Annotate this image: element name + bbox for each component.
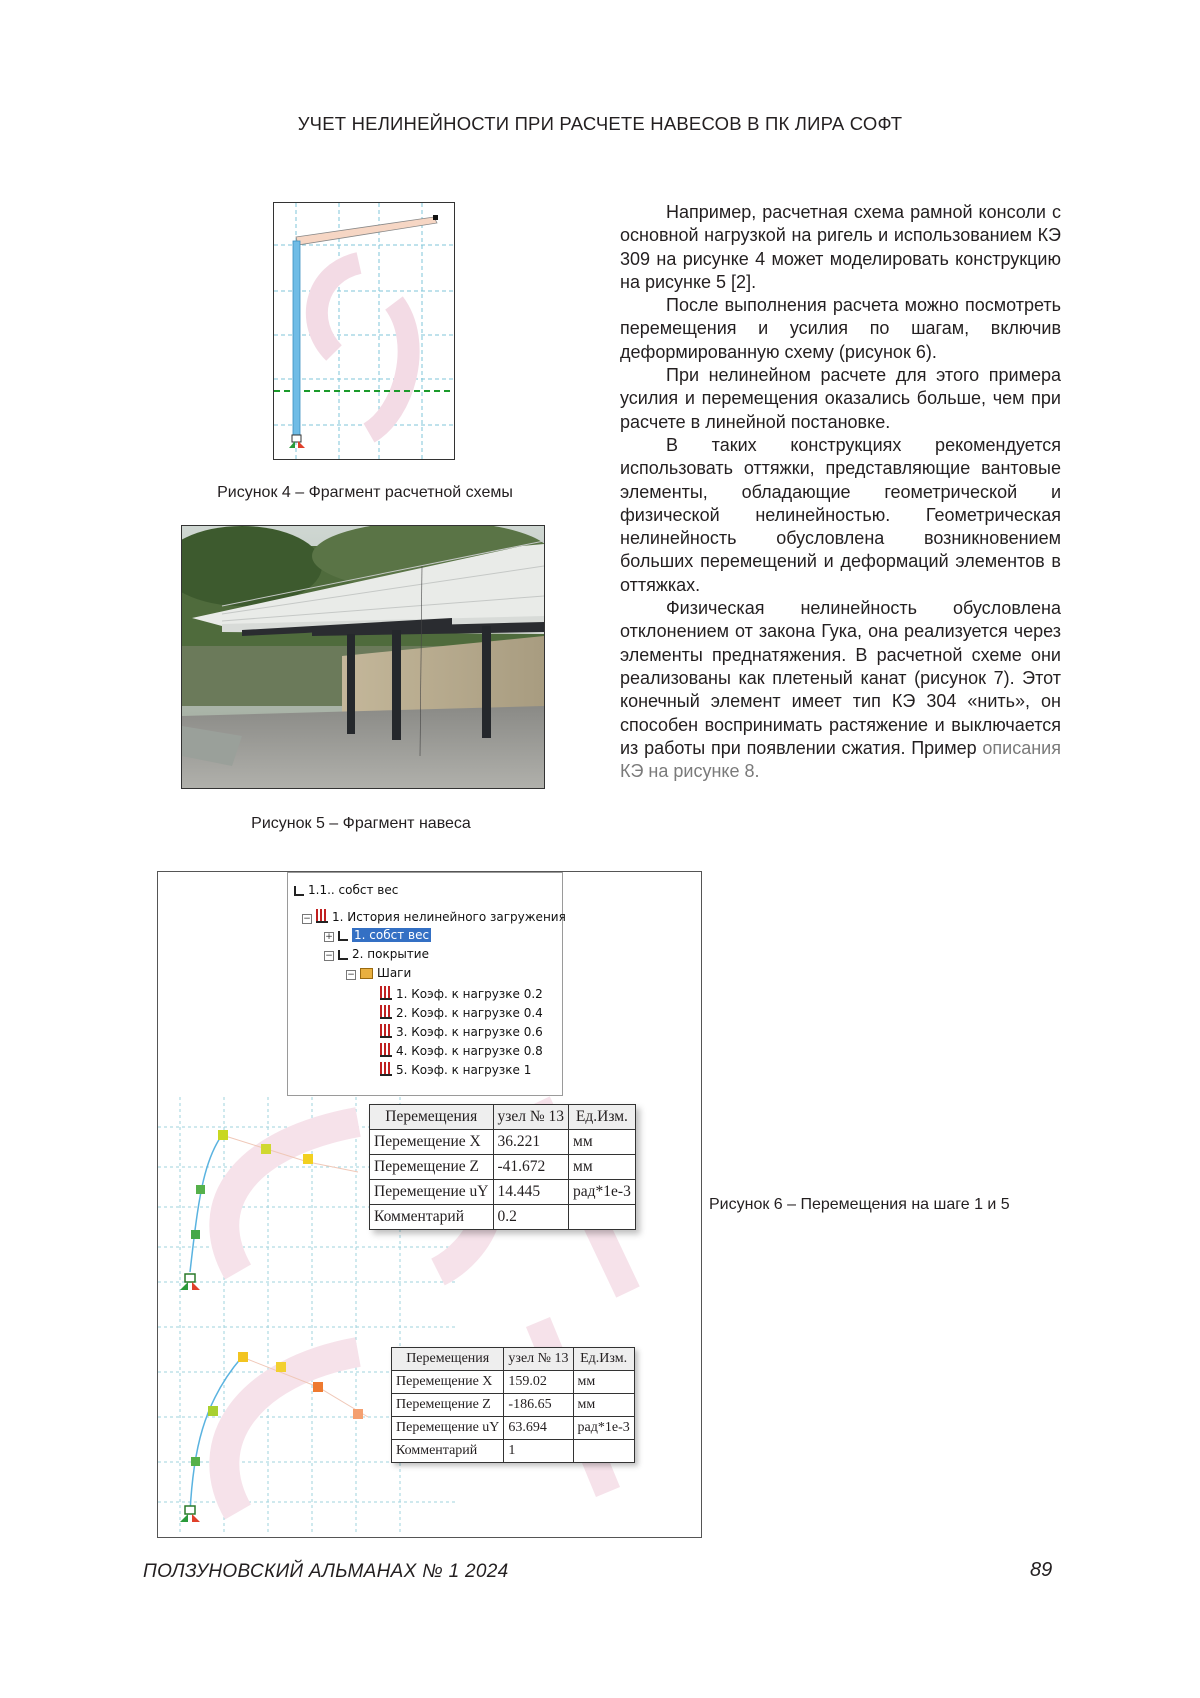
displacement-table-step-1 [369,1104,636,1230]
collapse-icon[interactable]: − [303,914,311,924]
tree-item-step[interactable] [380,1024,543,1039]
step-icon [380,1005,392,1019]
table-cell: 14.445 [493,1180,569,1205]
expand-icon[interactable]: + [325,932,333,942]
tree-item-load-2-label: 2. покрытие [352,947,429,961]
displacement-table-step-5 [391,1347,635,1463]
column-header: Перемещения [370,1105,494,1130]
canopy-photo [182,526,544,788]
tree-item-steps-label: Шаги [377,966,412,980]
figure-6-caption: Рисунок 6 – Перемещения на шаге 1 и 5 [709,1196,1010,1213]
paragraph-5-text: Физическая нелинейность обусловлена отклонением от закона Гука, она реализуется через элементы преднатяжения. В расчетной схеме они реализованы как плетеный канат (рисунок 7). Этот конечный элемент имеет тип КЭ 304 «нить», он способен воспринимать растяжение и выключается из работы при появлении сжатия. Пример [620,598,1061,758]
column-header: Перемещения [392,1348,504,1371]
tree-item-step-label: 3. Коэф. к нагрузке 0.6 [396,1025,543,1039]
figure-5-photo [181,525,545,789]
table-row [370,1155,636,1180]
table-cell [573,1440,634,1463]
table-cell: Комментарий [370,1205,494,1230]
load-history-tree [287,872,566,1096]
paragraph-2: После выполнения расчета можно посмотреть перемещения и усилия по шагам, включив деформированную схему (рисунок 6). [620,295,1061,362]
table-row [370,1205,636,1230]
load-icon [338,931,348,941]
figure-4-scheme [273,202,455,460]
table-cell: Перемещение Z [392,1394,504,1417]
tree-header [294,883,398,897]
table-cell: Перемещение Z [370,1155,494,1180]
table-cell: -186.65 [504,1394,573,1417]
table-cell: -41.672 [493,1155,569,1180]
tree-item-load-2[interactable] [324,947,429,961]
tree-item-history[interactable] [302,909,566,924]
page-number: 89 [1030,1559,1053,1581]
step-icon [380,1062,392,1076]
step-icon [380,986,392,1000]
tree-item-load-1[interactable] [324,928,431,942]
column-header: узел № 13 [493,1105,569,1130]
tree-item-step-label: 2. Коэф. к нагрузке 0.4 [396,1006,543,1020]
table-cell: Комментарий [392,1440,504,1463]
column-header: Ед.Изм. [573,1348,634,1371]
table-row [370,1180,636,1205]
figure-5-caption: Рисунок 5 – Фрагмент навеса [251,815,471,832]
tree-item-history-label: 1. История нелинейного загружения [332,910,566,924]
table-cell: рад*1e-3 [569,1180,636,1205]
table-cell: Перемещение uY [370,1180,494,1205]
step-icon [380,1024,392,1038]
tree-item-step[interactable] [380,1043,543,1058]
table-cell [569,1205,636,1230]
body-text [620,201,1061,783]
figure-4-caption: Рисунок 4 – Фрагмент расчетной схемы [217,484,513,501]
table-cell: рад*1e-3 [573,1417,634,1440]
tree-item-step[interactable] [380,1005,543,1020]
collapse-icon[interactable]: − [325,951,333,961]
tree-item-load-1-label: 1. собст вес [354,928,430,942]
table-header-row [370,1105,636,1130]
table-row [392,1371,635,1394]
folder-icon [360,968,373,979]
table-row [370,1130,636,1155]
table-cell: мм [573,1394,634,1417]
table-row [392,1440,635,1463]
tree-item-steps[interactable] [346,966,411,980]
table-cell: 1 [504,1440,573,1463]
tree-item-step[interactable] [380,986,543,1001]
paragraph-1: Например, расчетная схема рамной консоли с основной нагрузкой на ригель и использованием КЭ 309 на рисунке 4 может моделировать конструкцию на рисунке 5 [2]. [620,202,1061,292]
load-icon [338,950,348,960]
table-cell: 0.2 [493,1205,569,1230]
tree-item-step-label: 4. Коэф. к нагрузке 0.8 [396,1044,543,1058]
step-icon [380,1043,392,1057]
scheme-drawing [274,203,454,459]
table-row [392,1417,635,1440]
table-cell: 63.694 [504,1417,573,1440]
paragraph-5 [620,597,1061,783]
column-header: Ед.Изм. [569,1105,636,1130]
table-cell: Перемещение X [370,1130,494,1155]
column-header: узел № 13 [504,1348,573,1371]
figure-6-screenshot [157,871,702,1538]
tree-item-step-label: 1. Коэф. к нагрузке 0.2 [396,987,543,1001]
tree-item-step-label: 5. Коэф. к нагрузке 1 [396,1063,532,1077]
tree-header-label: 1.1.. собст вес [308,883,399,897]
journal-footer: ПОЛЗУНОВСКИЙ АЛЬМАНАХ № 1 2024 [143,1561,509,1582]
paragraph-5-reference: описания КЭ на рисунке 8. [620,737,1061,782]
running-header: УЧЕТ НЕЛИНЕЙНОСТИ ПРИ РАСЧЕТЕ НАВЕСОВ В ПК ЛИРА СОФТ [297,113,903,134]
table-cell: Перемещение X [392,1371,504,1394]
tree-item-step[interactable] [380,1062,531,1077]
collapse-icon[interactable]: − [347,970,355,980]
table-cell: 159.02 [504,1371,573,1394]
table-cell: 36.221 [493,1130,569,1155]
table-row [392,1394,635,1417]
table-header-row [392,1348,635,1371]
history-icon [316,909,328,923]
table-cell: мм [573,1371,634,1394]
table-cell: мм [569,1130,636,1155]
paragraph-4: В таких конструкциях рекомендуется использовать оттяжки, представляющие вантовые элементы, обладающие геометрической и физической нелинейностью. Геометрическая нелинейность обусловлена возникновением больших перемещений и деформаций элементов в оттяжках. [620,434,1061,595]
load-icon [294,886,304,896]
paragraph-3: При нелинейном расчете для этого примера усилия и перемещения оказались больше, чем при расчете в линейной постановке. [620,365,1061,432]
table-cell: Перемещение uY [392,1417,504,1440]
table-cell: мм [569,1155,636,1180]
